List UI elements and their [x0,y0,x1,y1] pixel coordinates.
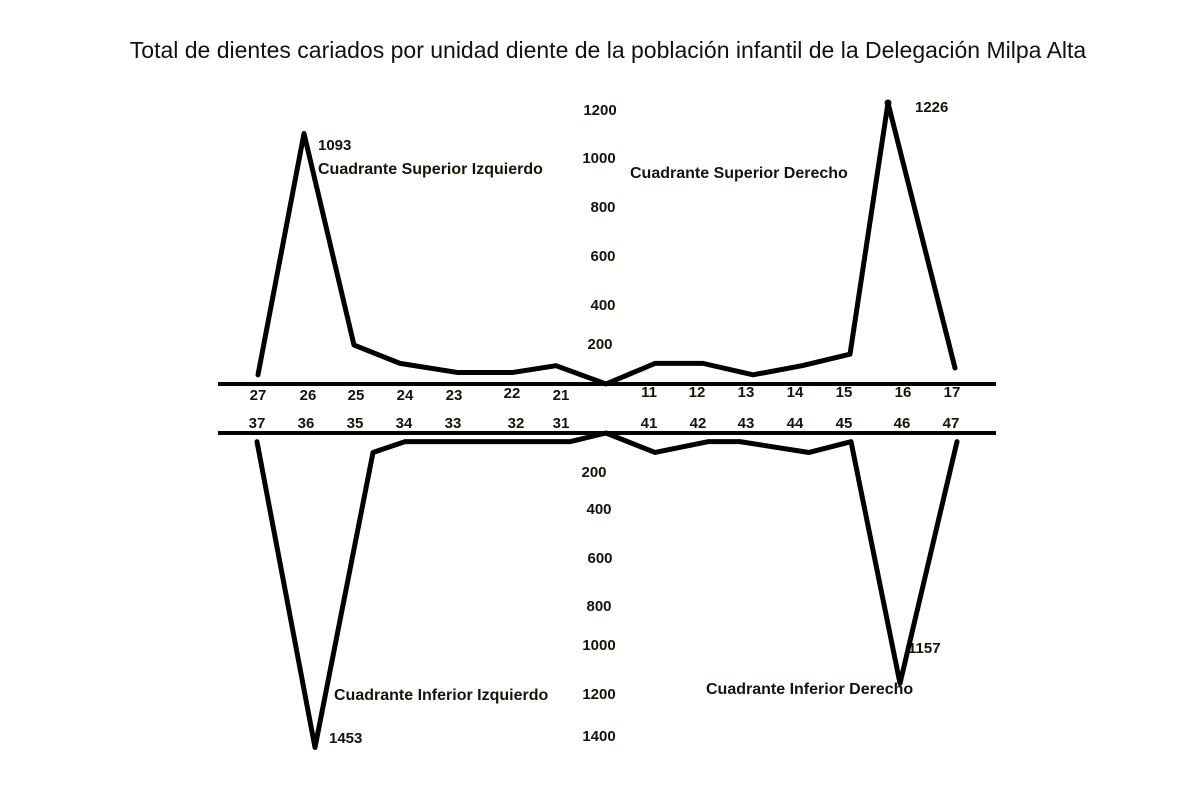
upper-tooth-label: 16 [894,384,912,401]
upper-tooth-label: 11 [641,384,657,401]
peak-marker-16 [885,100,892,107]
lower-tooth-label: 31 [552,415,570,432]
lower-tooth-label: 47 [942,415,960,432]
lower-y-tick-label: 1000 [582,637,616,654]
lower-tooth-label: 34 [395,415,413,432]
upper-tooth-label: 17 [943,384,961,401]
lower-tooth-label: 32 [507,415,525,432]
series-label-superior-izquierdo: Cuadrante Superior Izquierdo [318,161,543,178]
upper-tooth-label: 22 [503,385,521,402]
lower-tooth-label: 41 [640,415,658,432]
lower-tooth-label: 35 [346,415,364,432]
lower-axis-labels [581,464,615,745]
upper-axis-labels [582,102,616,353]
value-annotations [318,99,948,747]
upper-tooth-labels [250,384,961,404]
lower-tooth-label: 33 [444,415,462,432]
upper-tooth-label: 26 [299,387,317,404]
upper-tooth-label: 25 [347,387,365,404]
lower-tooth-labels [249,415,960,432]
lower-tooth-label: 46 [893,415,911,432]
series-label-superior-derecho: Cuadrante Superior Derecho [630,165,848,182]
annotation-46: 1157 [908,640,941,657]
upper-tooth-label: 12 [688,384,706,401]
upper-tooth-label: 21 [552,387,570,404]
lower-y-tick-label: 800 [586,598,612,615]
lower-tooth-label: 44 [786,415,804,432]
lower-tooth-label: 42 [689,415,707,432]
chart-title: Total de dientes cariados por unidad diente de la población infantil de la Delegación Milpa Alta [129,37,1087,63]
upper-tooth-label: 15 [835,384,853,401]
upper-tooth-label: 23 [445,387,463,404]
annotation-16: 1226 [915,99,949,116]
upper-tooth-label: 13 [737,384,755,401]
lower-y-tick-label: 600 [587,550,613,567]
lower-tooth-label: 43 [737,415,755,432]
upper-tooth-label: 27 [249,387,267,404]
series-label-inferior-derecho: Cuadrante Inferior Derecho [706,681,914,698]
annotation-26: 1093 [318,137,352,154]
upper-y-tick-label: 1200 [583,102,617,119]
lower-y-tick-label: 1400 [582,728,616,745]
upper-tooth-label: 24 [396,387,414,404]
series-label-inferior-izquierdo: Cuadrante Inferior Izquierdo [334,687,549,704]
upper-y-tick-label: 800 [590,199,616,216]
lower-y-tick-label: 400 [586,501,612,518]
lower-tooth-label: 37 [248,415,266,432]
upper-tooth-label: 14 [786,384,804,401]
upper-y-tick-label: 400 [590,297,616,314]
upper-y-tick-label: 1000 [582,150,616,167]
upper-y-tick-label: 600 [590,248,616,265]
lower-y-tick-label: 200 [581,464,607,481]
lower-y-tick-label: 1200 [582,686,616,703]
upper-y-tick-label: 200 [587,336,613,353]
lower-tooth-label: 45 [835,415,853,432]
lower-tooth-label: 36 [297,415,315,432]
annotation-36: 1453 [329,730,363,747]
